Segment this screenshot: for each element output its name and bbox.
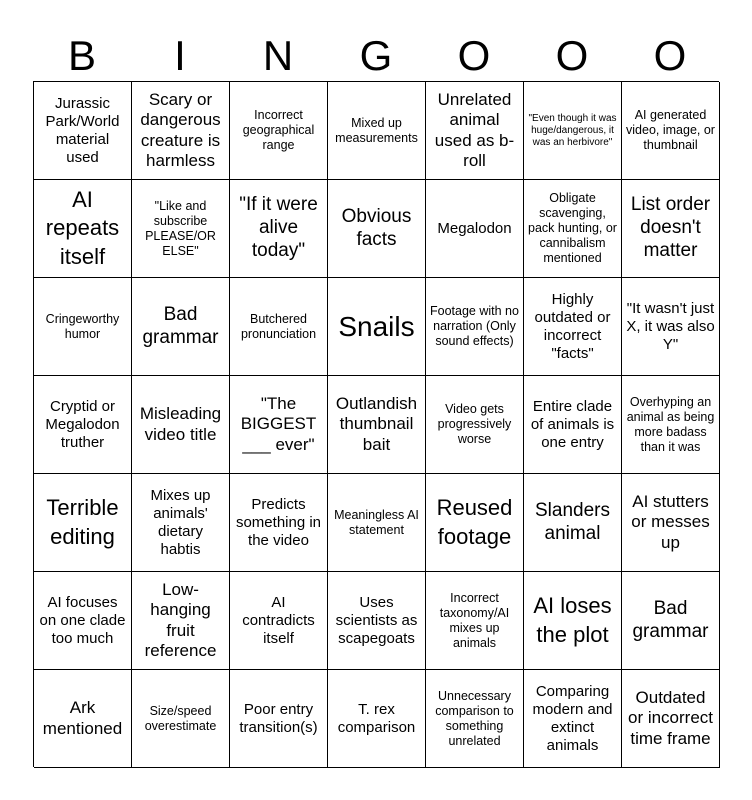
bingo-cell[interactable]: Slanders animal xyxy=(524,474,622,572)
bingo-cell[interactable]: Obvious facts xyxy=(328,180,426,278)
bingo-cell[interactable]: List order doesn't matter xyxy=(622,180,720,278)
header-letter-b: B xyxy=(67,32,96,79)
bingo-cell[interactable]: AI loses the plot xyxy=(524,572,622,670)
bingo-cell[interactable]: Incorrect geographical range xyxy=(230,82,328,180)
bingo-cell[interactable]: Megalodon xyxy=(426,180,524,278)
bingo-cell[interactable]: Footage with no narration (Only sound effects) xyxy=(426,278,524,376)
bingo-cell[interactable]: Predicts something in the video xyxy=(230,474,328,572)
bingo-cell[interactable]: Outlandish thumbnail bait xyxy=(328,376,426,474)
bingo-cell[interactable]: Highly outdated or incorrect "facts" xyxy=(524,278,622,376)
bingo-cell[interactable]: "It wasn't just X, it was also Y" xyxy=(622,278,720,376)
bingo-cell[interactable]: Video gets progressively worse xyxy=(426,376,524,474)
bingo-cell[interactable]: Misleading video title xyxy=(132,376,230,474)
bingo-cell[interactable]: Size/speed overestimate xyxy=(132,670,230,768)
bingo-cell[interactable]: Bad grammar xyxy=(132,278,230,376)
bingo-cell[interactable]: Scary or dangerous creature is harmless xyxy=(132,82,230,180)
bingo-cell[interactable]: Jurassic Park/World material used xyxy=(34,82,132,180)
bingo-cell[interactable]: Mixes up animals' dietary habtis xyxy=(132,474,230,572)
bingo-cell[interactable]: Poor entry transition(s) xyxy=(230,670,328,768)
bingo-cell[interactable]: Obligate scavenging, pack hunting, or cannibalism mentioned xyxy=(524,180,622,278)
bingo-cell[interactable]: "If it were alive today" xyxy=(230,180,328,278)
bingo-cell[interactable]: Reused footage xyxy=(426,474,524,572)
bingo-cell[interactable]: Cringeworthy humor xyxy=(34,278,132,376)
header-letter-n: N xyxy=(262,32,294,79)
bingo-board xyxy=(33,81,719,767)
bingo-cell[interactable]: Butchered pronunciation xyxy=(230,278,328,376)
bingo-cell[interactable]: "The BIGGEST ___ ever" xyxy=(230,376,328,474)
bingo-cell[interactable]: AI contradicts itself xyxy=(230,572,328,670)
bingo-cell[interactable]: AI generated video, image, or thumbnail xyxy=(622,82,720,180)
bingo-cell[interactable]: AI repeats itself xyxy=(34,180,132,278)
bingo-cell[interactable]: Low-hanging fruit reference xyxy=(132,572,230,670)
header-letter-o-2: O xyxy=(555,32,589,79)
bingo-cell[interactable]: Outdated or incorrect time frame xyxy=(622,670,720,768)
bingo-cell[interactable]: Terrible editing xyxy=(34,474,132,572)
header-letter-o-3: O xyxy=(653,32,687,79)
bingo-cell[interactable]: Snails xyxy=(328,278,426,376)
bingo-cell[interactable]: Incorrect taxonomy/AI mixes up animals xyxy=(426,572,524,670)
bingo-cell[interactable]: Bad grammar xyxy=(622,572,720,670)
bingo-cell[interactable]: Overhyping an animal as being more badass than it was xyxy=(622,376,720,474)
bingo-cell[interactable]: AI focuses on one clade too much xyxy=(34,572,132,670)
bingo-cell[interactable]: T. rex comparison xyxy=(328,670,426,768)
header-letter-o-1: O xyxy=(457,32,491,79)
bingo-cell[interactable]: Unnecessary comparison to something unrelated xyxy=(426,670,524,768)
bingo-cell[interactable]: Entire clade of animals is one entry xyxy=(524,376,622,474)
bingo-cell[interactable]: Uses scientists as scapegoats xyxy=(328,572,426,670)
bingo-cell[interactable]: Comparing modern and extinct animals xyxy=(524,670,622,768)
bingo-cell[interactable]: Meaningless AI statement xyxy=(328,474,426,572)
bingo-cell[interactable]: "Like and subscribe PLEASE/OR ELSE" xyxy=(132,180,230,278)
header-letter-g: G xyxy=(359,32,393,79)
bingo-cell[interactable]: "Even though it was huge/dangerous, it was an herbivore" xyxy=(524,82,622,180)
bingo-cell[interactable]: Unrelated animal used as b-roll xyxy=(426,82,524,180)
bingo-header xyxy=(33,30,719,82)
header-letter-i: I xyxy=(174,32,186,79)
bingo-cell[interactable]: AI stutters or messes up xyxy=(622,474,720,572)
bingo-cell[interactable]: Cryptid or Megalodon truther xyxy=(34,376,132,474)
bingo-cell[interactable]: Ark mentioned xyxy=(34,670,132,768)
bingo-cell[interactable]: Mixed up measurements xyxy=(328,82,426,180)
